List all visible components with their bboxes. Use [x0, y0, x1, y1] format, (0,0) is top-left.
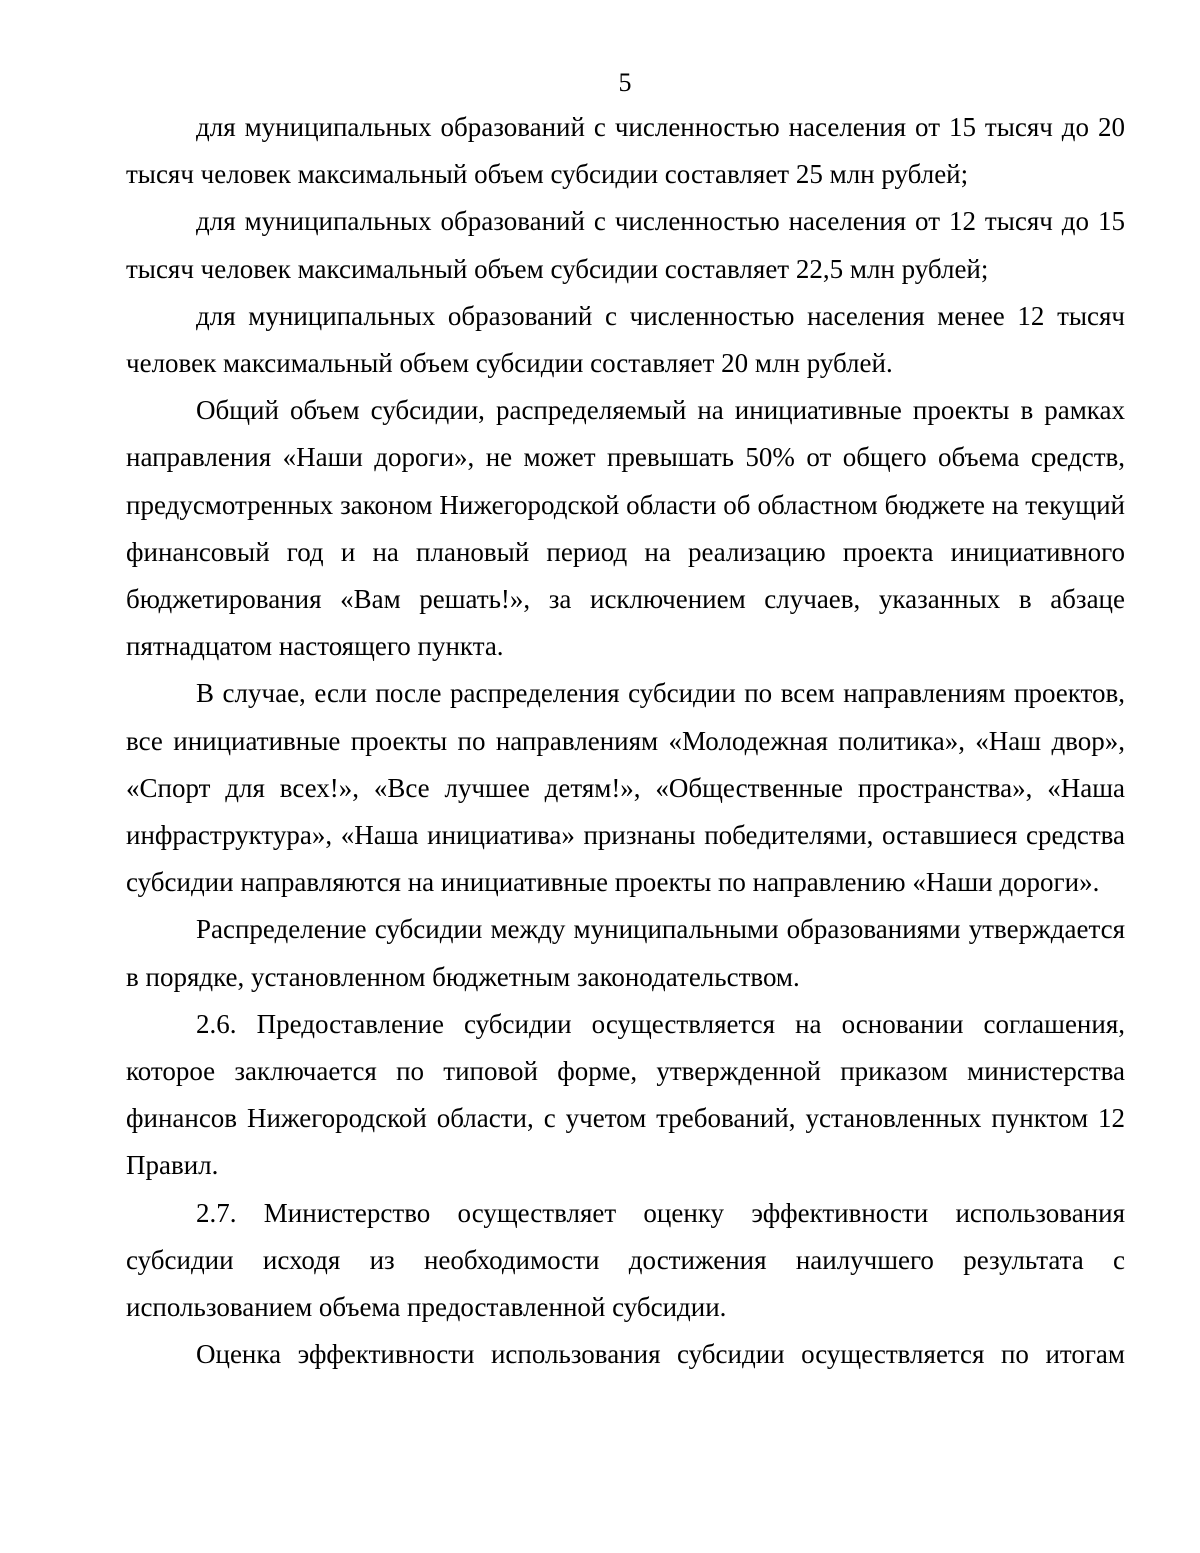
paragraph: для муниципальных образований с численностью населения от 15 тысяч до 20 тысяч человек максимальный объем субсидии составляет 25 млн рублей; — [126, 112, 1125, 190]
paragraph: для муниципальных образований с численностью населения от 12 тысяч до 15 тысяч человек максимальный объем субсидии составляет 22,5 млн рублей; — [126, 206, 1125, 284]
paragraph: Оценка эффективности использования субсидии осуществляется по итогам — [196, 1339, 1125, 1370]
paragraph: Общий объем субсидии, распределяемый на инициативные проекты в рамках направления «Наши дороги», не может превышать 50% от общего объема средств, предусмотренных законом Нижегородской области об областном бюджете на текущий финансовый год и на плановый период на реализацию проекта инициативного бюджетирования «Вам решать!», за исключением случаев, указанных в абзаце пятнадцатом настоящего пункта. — [126, 395, 1125, 662]
paragraph: В случае, если после распределения субсидии по всем направлениям проектов, все инициативные проекты по направлениям «Молодежная политика», «Наш двор», «Спорт для всех!», «Все лучшее детям!», «Общественные пространства», «Наша инфраструктура», «Наша инициатива» признаны победителями, оставшиеся средства субсидии направляются на инициативные проекты по направлению «Наши дороги». — [126, 678, 1125, 898]
paragraph: 2.7. Министерство осуществляет оценку эффективности использования субсидии исходя из необходимости достижения наилучшего результата с использованием объема предоставленной субсидии. — [126, 1197, 1125, 1323]
paragraph: для муниципальных образований с численностью населения менее 12 тысяч человек максимальный объем субсидии составляет 20 млн рублей. — [126, 300, 1125, 379]
paragraph: 2.6. Предоставление субсидии осуществляется на основании соглашения, которое заключается по типовой форме, утвержденной приказом министерства финансов Нижегородской области, с учетом требований, установленных пунктом 12 Правил. — [126, 1008, 1125, 1181]
page-number: 5 — [618, 68, 632, 97]
paragraph: Распределение субсидии между муниципальными образованиями утверждается в порядке, установленном бюджетным законодательством. — [126, 914, 1125, 992]
document-body — [126, 104, 1125, 1378]
